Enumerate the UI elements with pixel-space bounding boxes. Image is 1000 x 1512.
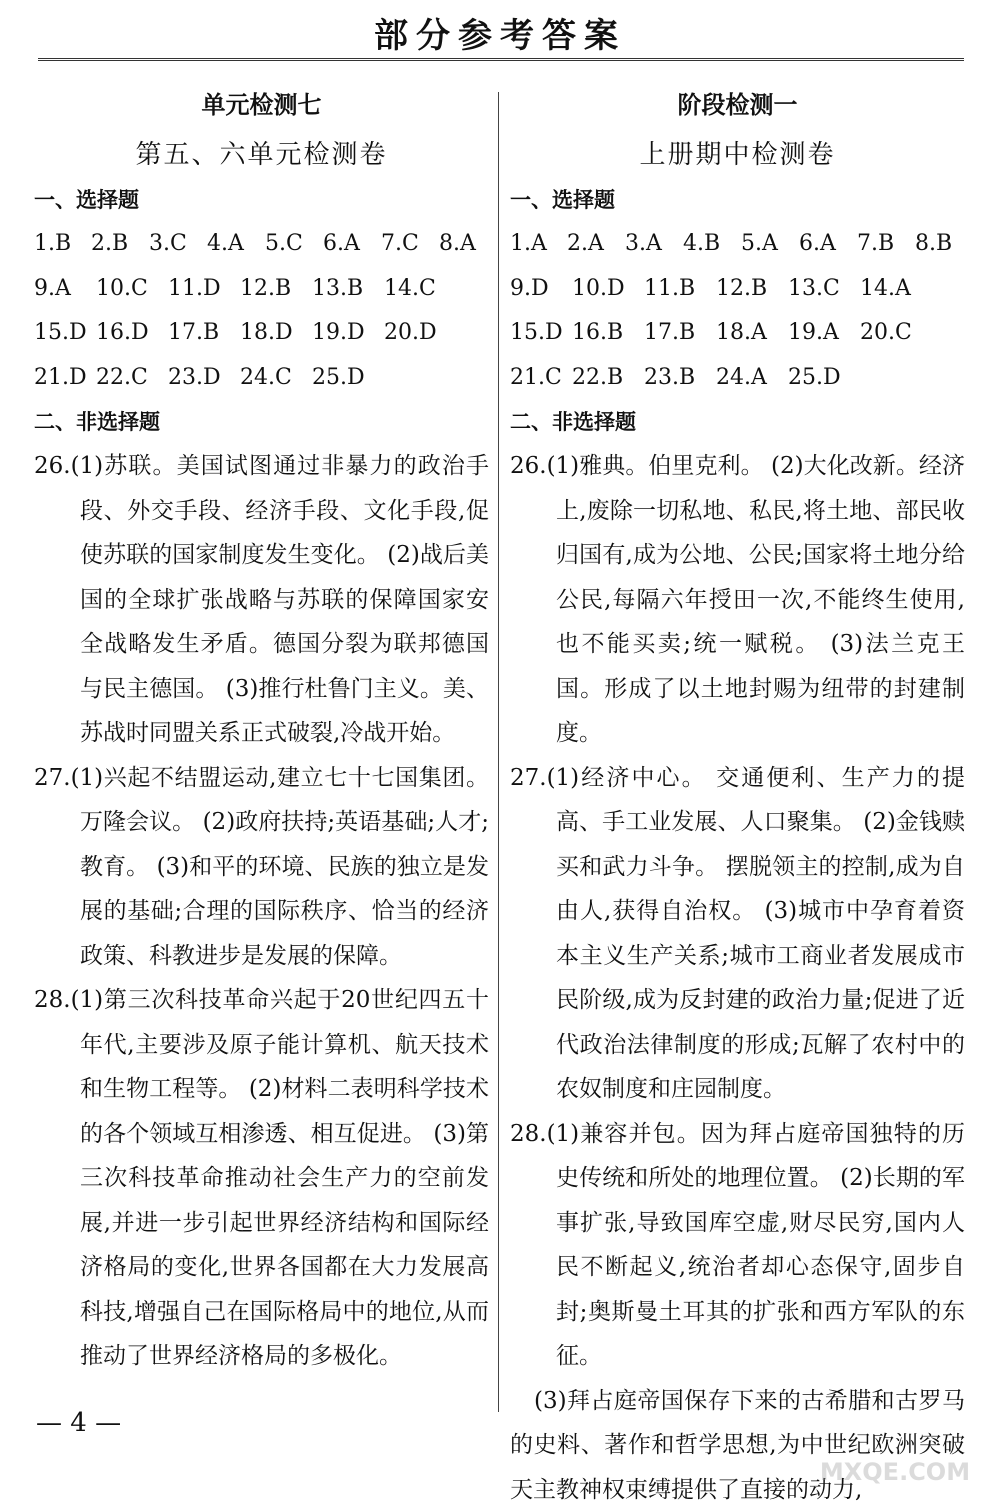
- mc-answer-item: 3.C: [149, 222, 207, 267]
- mc-answer-item: 5.A: [741, 222, 799, 267]
- mc-answer-item: 16.B: [572, 311, 644, 356]
- right-open-heading: 二、非选择题: [510, 400, 965, 444]
- mc-answer-item: 15.D: [510, 311, 572, 356]
- mc-answer-item: 5.C: [265, 222, 323, 267]
- mc-answer-item: 14.A: [860, 267, 932, 312]
- right-mc-answers: [510, 222, 965, 400]
- right-answer-26: 26.(1)雅典。伯里克利。 (2)大化改新。经济上,废除一切私地、私民,将土地、部民收归国有,成为公地、公民;国家将土地分给公民,每隔六年授田一次,不能终生使用,也不能买卖;统一赋税。 (3)法兰克王国。形成了以土地封赐为纽带的封建制度。: [510, 444, 965, 756]
- page-number: — 4 —: [36, 1408, 121, 1438]
- left-mc-row: [34, 311, 489, 356]
- mc-answer-item: 21.D: [34, 356, 96, 401]
- right-mc-heading: 一、选择题: [510, 178, 965, 222]
- mc-answer-item: 9.D: [510, 267, 572, 312]
- mc-answer-item: 12.B: [716, 267, 788, 312]
- right-mc-row: [510, 311, 965, 356]
- mc-answer-item: 13.B: [312, 267, 384, 312]
- mc-answer-item: 4.B: [683, 222, 741, 267]
- mc-answer-item: 2.B: [91, 222, 149, 267]
- mc-answer-item: 13.C: [788, 267, 860, 312]
- watermark-text: MXQE.COM: [820, 1458, 970, 1486]
- mc-answer-item: 6.A: [323, 222, 381, 267]
- mc-answer-item: 1.A: [510, 222, 567, 267]
- mc-answer-item: 24.A: [716, 356, 788, 401]
- mc-answer-item: 18.D: [240, 311, 312, 356]
- left-mc-row: [34, 222, 489, 267]
- right-section-subtitle: 上册期中检测卷: [510, 132, 965, 178]
- mc-answer-item: 17.B: [644, 311, 716, 356]
- mc-answer-item: 23.D: [168, 356, 240, 401]
- mc-answer-item: 11.D: [168, 267, 240, 312]
- right-section-title: 阶段检测一: [510, 78, 965, 132]
- right-answer-28: 28.(1)兼容并包。因为拜占庭帝国独特的历史传统和所处的地理位置。 (2)长期的军事扩张,导致国库空虚,财尽民穷,国内人民不断起义,统治者却心态保守,固步自封;奥斯曼土耳其的扩张和西方军队的东征。: [510, 1112, 965, 1379]
- right-answer-27: 27.(1)经济中心。 交通便利、生产力的提高、手工业发展、人口聚集。 (2)金钱赎买和武力斗争。 摆脱领主的控制,成为自由人,获得自治权。 (3)城市中孕育着资本主义生产关系;城市工商业者发展成市民阶级,成为反封建的政治力量;促进了近代政治法律制度的形成;瓦解了农村中的农奴制度和庄园制度。: [510, 756, 965, 1112]
- mc-answer-item: 24.C: [240, 356, 312, 401]
- mc-answer-item: 12.B: [240, 267, 312, 312]
- mc-answer-item: 10.D: [572, 267, 644, 312]
- left-mc-row: [34, 267, 489, 312]
- mc-answer-item: 25.D: [788, 356, 860, 401]
- header-rule: [38, 58, 964, 61]
- left-answer-27: 27.(1)兴起不结盟运动,建立七十七国集团。万隆会议。 (2)政府扶持;英语基础;人才;教育。 (3)和平的环境、民族的独立是发展的基础;合理的国际秩序、恰当的经济政策、科教进步是发展的保障。: [34, 756, 489, 979]
- left-open-heading: 二、非选择题: [34, 400, 489, 444]
- left-section-title: 单元检测七: [34, 78, 489, 132]
- mc-answer-item: 7.C: [381, 222, 439, 267]
- mc-answer-item: 16.D: [96, 311, 168, 356]
- mc-answer-item: 8.A: [439, 222, 489, 267]
- left-mc-heading: 一、选择题: [34, 178, 489, 222]
- mc-answer-item: 19.A: [788, 311, 860, 356]
- mc-answer-item: 22.B: [572, 356, 644, 401]
- mc-answer-item: 20.C: [860, 311, 932, 356]
- mc-answer-item: 14.C: [384, 267, 456, 312]
- right-answer-28-continuation: (3)拜占庭帝国保存下来的古希腊和古罗马的史料、著作和哲学思想,为中世纪欧洲突破天主教神权束缚提供了直接的动力,: [510, 1379, 965, 1512]
- mc-answer-item: 6.A: [799, 222, 857, 267]
- mc-answer-item: 9.A: [34, 267, 96, 312]
- left-mc-answers: [34, 222, 489, 400]
- left-column: [34, 78, 489, 1379]
- right-mc-row: [510, 356, 965, 401]
- mc-answer-item: 19.D: [312, 311, 384, 356]
- mc-answer-item: 10.C: [96, 267, 168, 312]
- mc-answer-item: 7.B: [857, 222, 915, 267]
- mc-answer-item: 11.B: [644, 267, 716, 312]
- mc-answer-item: 25.D: [312, 356, 384, 401]
- right-mc-row: [510, 222, 965, 267]
- mc-answer-item: 15.D: [34, 311, 96, 356]
- right-column: [510, 78, 965, 1512]
- right-mc-row: [510, 267, 965, 312]
- mc-answer-item: 4.A: [207, 222, 265, 267]
- mc-answer-item: 1.B: [34, 222, 91, 267]
- column-divider: [498, 92, 499, 1412]
- mc-answer-item: 18.A: [716, 311, 788, 356]
- mc-answer-item: 23.B: [644, 356, 716, 401]
- watermark-logo: [800, 1410, 990, 1490]
- left-section-subtitle: 第五、六单元检测卷: [34, 132, 489, 178]
- mc-answer-item: 8.B: [915, 222, 965, 267]
- left-mc-row: [34, 356, 489, 401]
- mc-answer-item: 22.C: [96, 356, 168, 401]
- mc-answer-item: 20.D: [384, 311, 456, 356]
- left-answer-26: 26.(1)苏联。美国试图通过非暴力的政治手段、外交手段、经济手段、文化手段,促使苏联的国家制度发生变化。 (2)战后美国的全球扩张战略与苏联的保障国家安全战略发生矛盾。德国分裂为联邦德国与民主德国。 (3)推行杜鲁门主义。美、苏战时同盟关系正式破裂,冷战开始。: [34, 444, 489, 756]
- left-answer-28: 28.(1)第三次科技革命兴起于20世纪四五十年代,主要涉及原子能计算机、航天技术和生物工程等。 (2)材料二表明科学技术的各个领域互相渗透、相互促进。 (3)第三次科技革命推动社会生产力的空前发展,并进一步引起世界经济结构和国际经济格局的变化,世界各国都在大力发展高科技,增强自己在国际格局中的地位,从而推动了世界经济格局的多极化。: [34, 978, 489, 1379]
- page-header-title: 部分参考答案: [0, 8, 1000, 57]
- mc-answer-item: 21.C: [510, 356, 572, 401]
- mc-answer-item: 3.A: [625, 222, 683, 267]
- mc-answer-item: 17.B: [168, 311, 240, 356]
- mc-answer-item: 2.A: [567, 222, 625, 267]
